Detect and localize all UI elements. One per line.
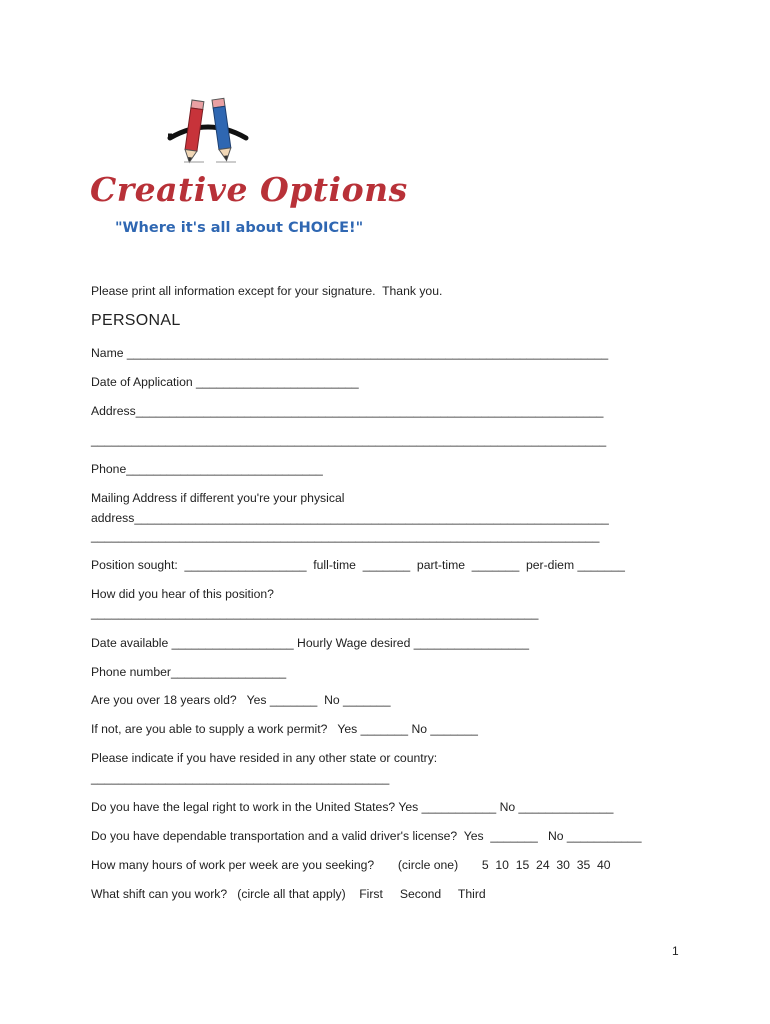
instructions-text: Please print all information except for your signature. Thank you. xyxy=(91,284,443,298)
resided-label: Please indicate if you have resided in any other state or country: xyxy=(91,751,438,765)
brand-name: Creative Options xyxy=(90,170,408,209)
legal-right-field[interactable]: Do you have the legal right to work in the United States? Yes ___________ No ______________ xyxy=(91,800,614,814)
name-field[interactable]: Name _______________________________________________________________________ xyxy=(91,346,609,360)
work-permit-field[interactable]: If not, are you able to supply a work permit? Yes _______ No _______ xyxy=(91,722,478,736)
over-18-field[interactable]: Are you over 18 years old? Yes _______ No _______ xyxy=(91,693,391,707)
transportation-field[interactable]: Do you have dependable transportation and a valid driver's license? Yes _______ No ___________ xyxy=(91,829,642,843)
page-number: 1 xyxy=(672,944,679,958)
mailing-address-label: Mailing Address if different you're your physical xyxy=(91,491,345,505)
resided-field[interactable]: ____________________________________________ xyxy=(91,771,390,785)
hours-per-week-field[interactable]: How many hours of work per week are you seeking? (circle one) 5 10 15 24 30 35 40 xyxy=(91,858,611,872)
shift-field[interactable]: What shift can you work? (circle all that apply) First Second Third xyxy=(91,887,486,901)
phone-number-field[interactable]: Phone number_________________ xyxy=(91,665,287,679)
address-line-2[interactable]: ____________________________________________________________________________ xyxy=(91,433,607,447)
how-heard-label: How did you hear of this position? xyxy=(91,587,274,601)
address-field[interactable]: Address_____________________________________________________________________ xyxy=(91,404,604,418)
date-of-application-field[interactable]: Date of Application ________________________ xyxy=(91,375,359,389)
position-sought-field[interactable]: Position sought: __________________ full-time _______ part-time _______ per-diem _______ xyxy=(91,558,625,572)
mailing-address-line-2[interactable]: ___________________________________________________________________________ xyxy=(91,529,600,543)
brand-tagline: "Where it's all about CHOICE!" xyxy=(115,220,364,236)
crossed-pencils-icon xyxy=(168,98,246,163)
date-available-field[interactable]: Date available __________________ Hourly Wage desired _________________ xyxy=(91,636,529,650)
section-heading-personal: PERSONAL xyxy=(91,312,181,329)
how-heard-field[interactable]: __________________________________________________________________ xyxy=(91,606,539,620)
mailing-address-field[interactable]: address______________________________________________________________________ xyxy=(91,511,609,525)
phone-field[interactable]: Phone_____________________________ xyxy=(91,462,323,476)
